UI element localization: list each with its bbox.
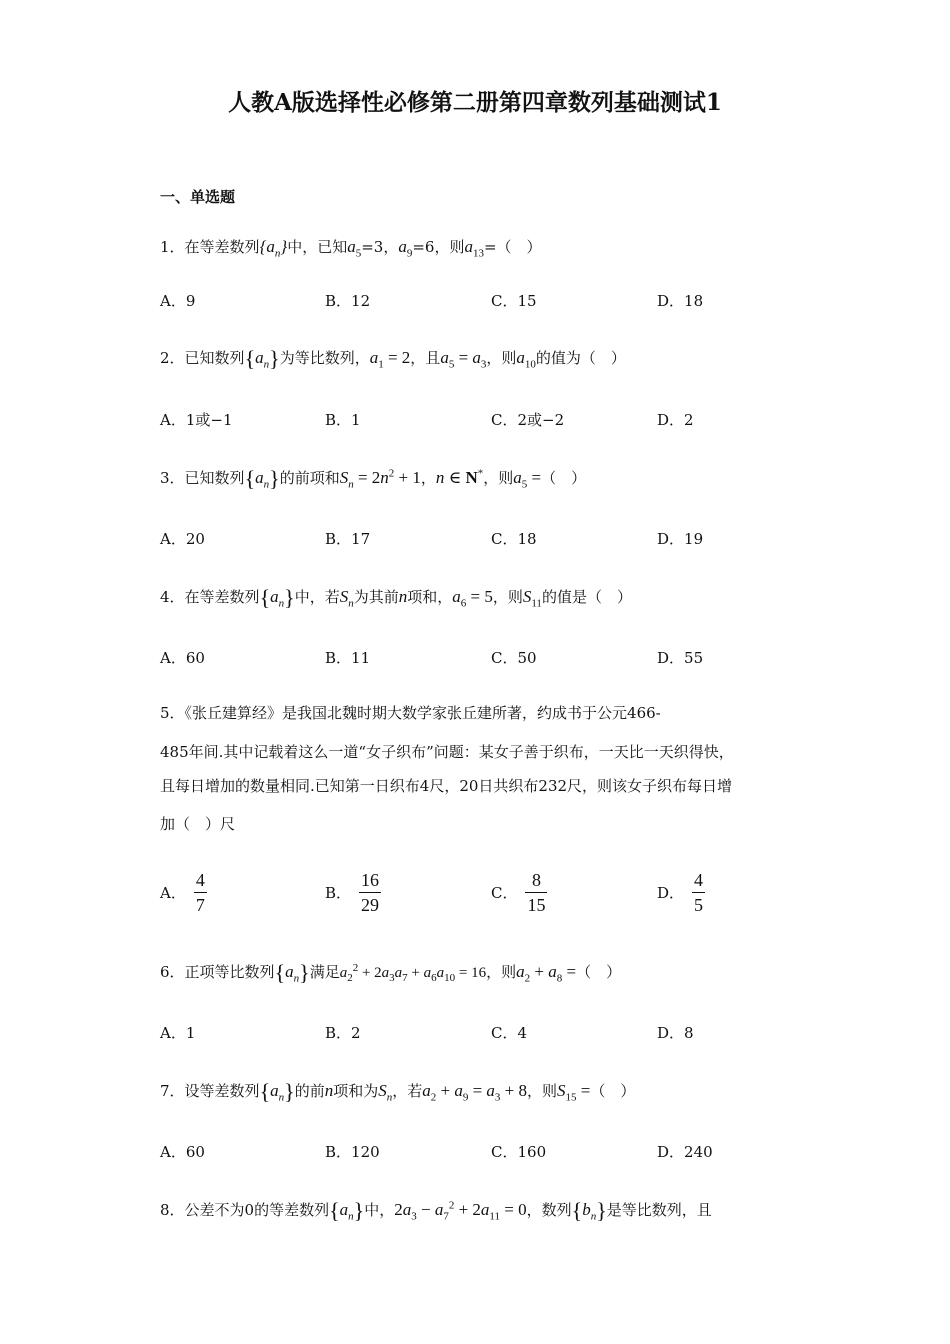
question-text: 的值为（ ） <box>535 349 626 367</box>
option-label: A． <box>160 649 186 667</box>
option-text: 1 <box>351 411 361 429</box>
option-text: 18 <box>517 530 537 548</box>
question-text: 在等差数列 <box>184 588 260 606</box>
question-number: 7． <box>160 1082 185 1100</box>
option-c[interactable] <box>491 1141 546 1162</box>
question-text: ，且 <box>410 349 441 367</box>
math-a9: $a_9$ <box>398 237 413 260</box>
option-c[interactable] <box>491 1022 527 1043</box>
math-condition: $a_2^2 + 2a_3a_7 + a_6a_{10} = 16$ <box>339 962 487 984</box>
option-label: D． <box>657 1024 685 1042</box>
option-a[interactable] <box>160 290 195 311</box>
numerator: 16 <box>359 868 381 893</box>
math-sequence-an: $\{a_n\}$ <box>244 466 280 491</box>
option-b[interactable] <box>325 409 361 430</box>
option-text: 240 <box>684 1143 713 1161</box>
question-text: 的前项和 <box>279 469 340 487</box>
fraction <box>692 868 705 917</box>
fraction <box>359 868 381 917</box>
question-text: 是等比数列，且 <box>606 1201 712 1219</box>
option-label: B． <box>325 411 352 429</box>
math-sn: $S_n$ <box>378 1081 393 1104</box>
option-label: D． <box>657 649 685 667</box>
math-a5: $a_5$ <box>347 237 362 260</box>
option-label: A． <box>160 884 186 902</box>
option-text: 2或−2 <box>517 411 565 429</box>
option-label: D． <box>657 1143 685 1161</box>
option-b[interactable] <box>325 1022 361 1043</box>
question-text: 中，已知 <box>287 238 348 256</box>
option-label: B． <box>325 1143 352 1161</box>
math-sn-formula: $S_n = 2n^2 + 1$ <box>339 467 421 491</box>
option-d[interactable] <box>657 868 705 917</box>
question-number: 4． <box>160 588 185 606</box>
question-text: ，若 <box>392 1082 423 1100</box>
question-text: （ ） <box>576 963 622 981</box>
numerator: 8 <box>525 868 547 893</box>
option-d[interactable] <box>657 1022 694 1043</box>
question-text: （ ） <box>541 469 587 487</box>
option-text: 15 <box>517 292 537 310</box>
math-s15: $S_{15}$ = <box>557 1081 591 1104</box>
option-c[interactable] <box>491 868 547 917</box>
question-text: ，则 <box>527 1082 558 1100</box>
math-sequence-an: $\{a_n\}$ <box>244 346 280 371</box>
question-text: 正项等比数列 <box>184 963 275 981</box>
math-a5: $a_5$ = <box>513 468 542 491</box>
option-label: C． <box>491 292 518 310</box>
question-5-line-3: 且每日增加的数量相同.已知第一日织布4尺，20日共织布232尺，则该女子织布每日增 <box>160 777 733 795</box>
question-text: 项和为 <box>333 1082 379 1100</box>
math-n-in-N: n ∈ N* <box>435 467 484 487</box>
math-sequence-an: $\{a_n\}$ <box>259 1079 295 1104</box>
question-1 <box>160 236 542 259</box>
question-text: 为其前 <box>353 588 399 606</box>
question-text: （ ） <box>590 1082 636 1100</box>
option-label: C． <box>491 1024 518 1042</box>
question-number: 2． <box>160 349 185 367</box>
question-text: ，则 <box>483 469 514 487</box>
question-3 <box>160 466 586 492</box>
option-text: 2 <box>684 411 694 429</box>
option-text: 17 <box>351 530 371 548</box>
math-sequence-an: $\{a_n\}$ <box>274 960 310 985</box>
numerator: 4 <box>692 868 705 893</box>
option-d[interactable] <box>657 409 694 430</box>
question-text: 项和， <box>407 588 453 606</box>
option-label: A． <box>160 292 186 310</box>
denominator: 7 <box>195 895 205 915</box>
option-label: D． <box>657 884 685 902</box>
option-text: 160 <box>517 1143 547 1161</box>
option-text: 2 <box>351 1024 361 1042</box>
option-a[interactable] <box>160 647 205 668</box>
option-text: 12 <box>351 292 371 310</box>
question-text: 公差不为0的等差数列 <box>184 1201 330 1219</box>
option-c[interactable] <box>491 647 537 668</box>
option-d[interactable] <box>657 1141 713 1162</box>
option-b[interactable] <box>325 868 381 917</box>
math-sequence-an: $\{a_n\}$ <box>259 237 288 260</box>
question-text: =3， <box>361 238 399 256</box>
math-n: n <box>324 1081 334 1100</box>
math-n: n <box>398 587 408 606</box>
question-text: ，则 <box>492 588 523 606</box>
question-text: 设等差数列 <box>184 1082 260 1100</box>
question-6 <box>160 960 621 986</box>
option-label: A． <box>160 1143 186 1161</box>
question-text: ，则 <box>486 963 517 981</box>
option-label: B． <box>325 649 352 667</box>
math-sequence-an: $\{a_n\}$ <box>329 1198 365 1223</box>
question-5-line-1 <box>160 702 661 723</box>
fraction <box>194 868 207 917</box>
question-text: 满足 <box>309 963 340 981</box>
option-b[interactable] <box>325 647 370 668</box>
question-text: 《张丘建算经》是我国北魏时期大数学家张丘建所著，约成书于公元466- <box>184 704 661 722</box>
math-a6-eq-5: $a_6 = 5$ <box>452 587 493 610</box>
option-d[interactable] <box>657 647 703 668</box>
option-text: 9 <box>185 292 196 310</box>
option-text: 11 <box>351 649 371 667</box>
question-text: 为等比数列， <box>279 349 370 367</box>
math-sequence-bn: $\{b_n\}$ <box>571 1198 607 1223</box>
question-number: 6． <box>160 963 185 981</box>
option-label: D． <box>657 292 685 310</box>
option-label: B． <box>325 530 352 548</box>
option-d[interactable] <box>657 290 703 311</box>
question-7 <box>160 1079 635 1105</box>
option-a[interactable] <box>160 868 207 917</box>
question-text: ，数列 <box>526 1201 572 1219</box>
option-text: 19 <box>684 530 704 548</box>
question-text: 的前 <box>294 1082 325 1100</box>
option-c[interactable] <box>491 290 537 311</box>
question-text: =6，则 <box>412 238 465 256</box>
question-number: 5． <box>160 704 185 722</box>
question-text: ， <box>420 469 436 487</box>
math-condition: $a_2 + a_9 = a_3 + 8$ <box>422 1081 528 1104</box>
option-a[interactable] <box>160 528 205 549</box>
question-number: 3． <box>160 469 185 487</box>
option-label: C． <box>491 1143 518 1161</box>
option-a[interactable] <box>160 1022 195 1043</box>
option-text: 1或−1 <box>185 411 233 429</box>
math-a1-eq-2: $a_1 = 2$ <box>369 348 411 371</box>
option-label: B． <box>325 1024 352 1042</box>
option-text: 20 <box>185 530 205 548</box>
math-a13: $a_{13}$ <box>464 237 484 260</box>
option-label: C． <box>491 884 518 902</box>
question-text: =（ ） <box>483 238 542 256</box>
question-5-line-2: 485年间.其中记载着这么一道“女子织布”问题：某女子善于织布，一天比一天织得快， <box>160 743 734 761</box>
option-label: C． <box>491 411 518 429</box>
question-number: 1． <box>160 238 185 256</box>
page-title: 人教A版选择性必修第二册第四章数列基础测试1 <box>228 89 722 116</box>
question-4 <box>160 585 632 611</box>
math-condition: $2a_3 - a_7^2 + 2a_{11} = 0$ <box>394 1199 527 1223</box>
option-label: A． <box>160 1024 186 1042</box>
math-sn: $S_n$ <box>339 587 354 610</box>
section-heading: 一、单选题 <box>160 188 236 206</box>
option-text: 60 <box>185 1143 205 1161</box>
option-d[interactable] <box>657 528 703 549</box>
question-5-line-4: 加（ ）尺 <box>160 815 236 833</box>
math-sequence-an: $\{a_n\}$ <box>259 585 295 610</box>
option-text: 4 <box>517 1024 528 1042</box>
question-text: ，则 <box>486 349 517 367</box>
question-text: 已知数列 <box>184 469 245 487</box>
option-label: B． <box>325 884 352 902</box>
math-a2-plus-a8: $a_2 + a_8$ = <box>516 962 577 985</box>
option-text: 1 <box>185 1024 196 1042</box>
option-label: C． <box>491 530 518 548</box>
denominator: 15 <box>527 895 546 915</box>
option-c[interactable] <box>491 409 564 430</box>
fraction <box>525 868 547 917</box>
question-text: 在等差数列 <box>184 238 260 256</box>
option-c[interactable] <box>491 528 537 549</box>
question-2 <box>160 346 626 372</box>
question-text: 已知数列 <box>184 349 245 367</box>
math-a10: $a_{10}$ <box>516 348 536 371</box>
option-label: A． <box>160 530 186 548</box>
option-text: 120 <box>351 1143 380 1161</box>
option-a[interactable] <box>160 1141 205 1162</box>
question-8 <box>160 1198 712 1224</box>
math-s11: $S_{11}$ <box>522 587 542 610</box>
option-text: 60 <box>185 649 205 667</box>
question-text: 中，若 <box>294 588 340 606</box>
option-b[interactable] <box>325 1141 380 1162</box>
option-label: A． <box>160 411 186 429</box>
option-b[interactable] <box>325 290 370 311</box>
option-label: D． <box>657 411 685 429</box>
question-text: 中， <box>364 1201 395 1219</box>
option-text: 8 <box>684 1024 694 1042</box>
option-text: 18 <box>684 292 704 310</box>
option-label: D． <box>657 530 685 548</box>
math-a5-eq-a3: $a_5 = a_3$ <box>440 348 487 371</box>
option-b[interactable] <box>325 528 370 549</box>
option-text: 50 <box>517 649 537 667</box>
option-a[interactable] <box>160 409 233 430</box>
option-text: 55 <box>684 649 704 667</box>
option-label: B． <box>325 292 352 310</box>
question-number: 8． <box>160 1201 185 1219</box>
option-label: C． <box>491 649 518 667</box>
question-text: 的值是（ ） <box>541 588 632 606</box>
denominator: 29 <box>361 895 380 915</box>
denominator: 5 <box>694 895 704 915</box>
numerator: 4 <box>194 868 207 893</box>
